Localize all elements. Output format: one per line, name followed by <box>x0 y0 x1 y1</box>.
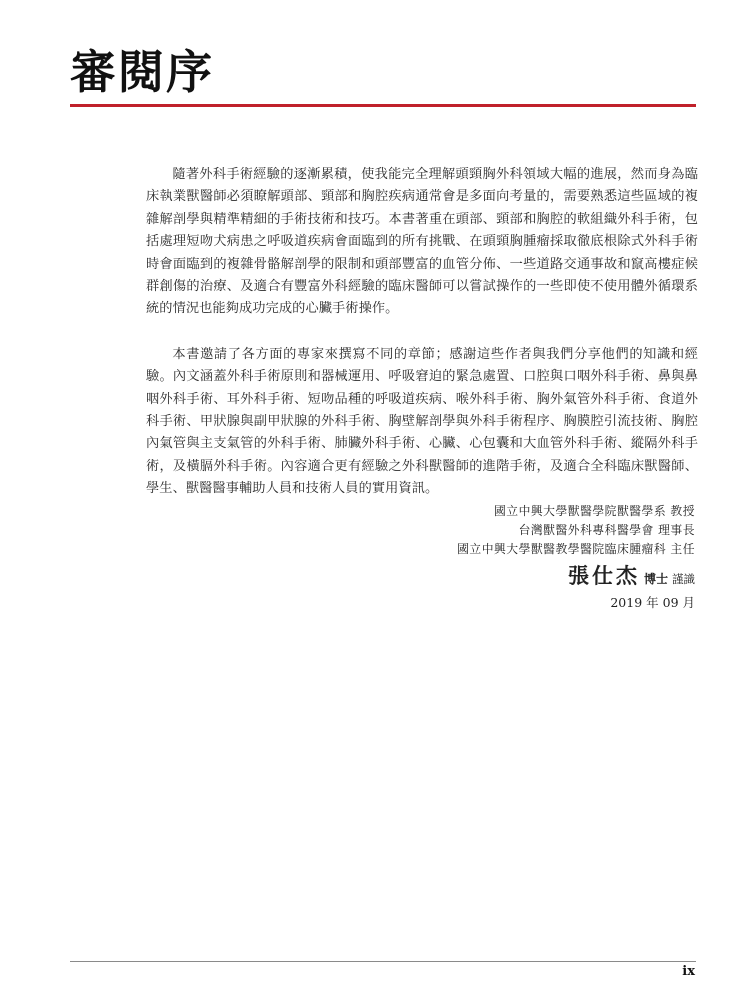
affiliation-line-2: 台灣獸醫外科專科醫學會 理事長 <box>518 523 695 537</box>
author-degree: 博士 <box>643 572 668 586</box>
signature-name-row <box>457 562 695 593</box>
signature-date: 2019 年 09 月 <box>610 595 695 610</box>
page-title: 審閱序 <box>70 45 214 99</box>
title-underline <box>70 104 696 107</box>
preface-body <box>146 164 698 524</box>
footer-divider <box>70 961 696 962</box>
page-number: ix <box>682 964 695 979</box>
affiliation-line-1: 國立中興大學獸醫學院獸醫學系 教授 <box>493 504 695 518</box>
author-respect: 謹識 <box>672 572 695 586</box>
paragraph-1: 隨著外科手術經驗的逐漸累積，使我能完全理解頭頸胸外科領域大幅的進展，然而身為臨床執業獸醫師必須瞭解頭部、頸部和胸腔疾病通常會是多面向考量的，需要熟悉這些區域的複雜解剖學與精準精細的手術技術和技巧。本書著重在頭部、頸部和胸腔的軟組織外科手術，包括處理短吻犬病患之呼吸道疾病會面臨到的所有挑戰、在頭頸胸腫瘤採取徹底根除式外科手術時會面臨到的複雜骨骼解剖學的限制和頭部豐富的血管分佈、一些道路交通事故和竄高樓症候群創傷的治療、及適合有豐富外科經驗的臨床醫師可以嘗試操作的一些即使不使用體外循環系統的情況也能夠成功完成的心臟手術操作。 <box>146 167 698 317</box>
affiliation-line-3: 國立中興大學獸醫教學醫院臨床腫瘤科 主任 <box>457 542 695 556</box>
author-name: 張仕杰 <box>567 563 640 588</box>
signature-block <box>457 502 695 613</box>
paragraph-2: 本書邀請了各方面的專家來撰寫不同的章節；感謝這些作者與我們分享他們的知識和經驗。內文涵蓋外科手術原則和器械運用、呼吸窘迫的緊急處置、口腔與口咽外科手術、鼻與鼻咽外科手術、耳外科手術、短吻品種的呼吸道疾病、喉外科手術、胸外氣管外科手術、食道外科手術、甲狀腺與副甲狀腺的外科手術、胸壁解剖學與外科手術程序、胸膜腔引流技術、胸腔內氣管與主支氣管的外科手術、肺臟外科手術、心臟、心包囊和大血管外科手術、縱隔外科手術，及橫膈外科手術。內容適合更有經驗之外科獸醫師的進階手術，及適合全科臨床獸醫師、學生、獸醫醫事輔助人員和技術人員的實用資訊。 <box>146 346 698 497</box>
